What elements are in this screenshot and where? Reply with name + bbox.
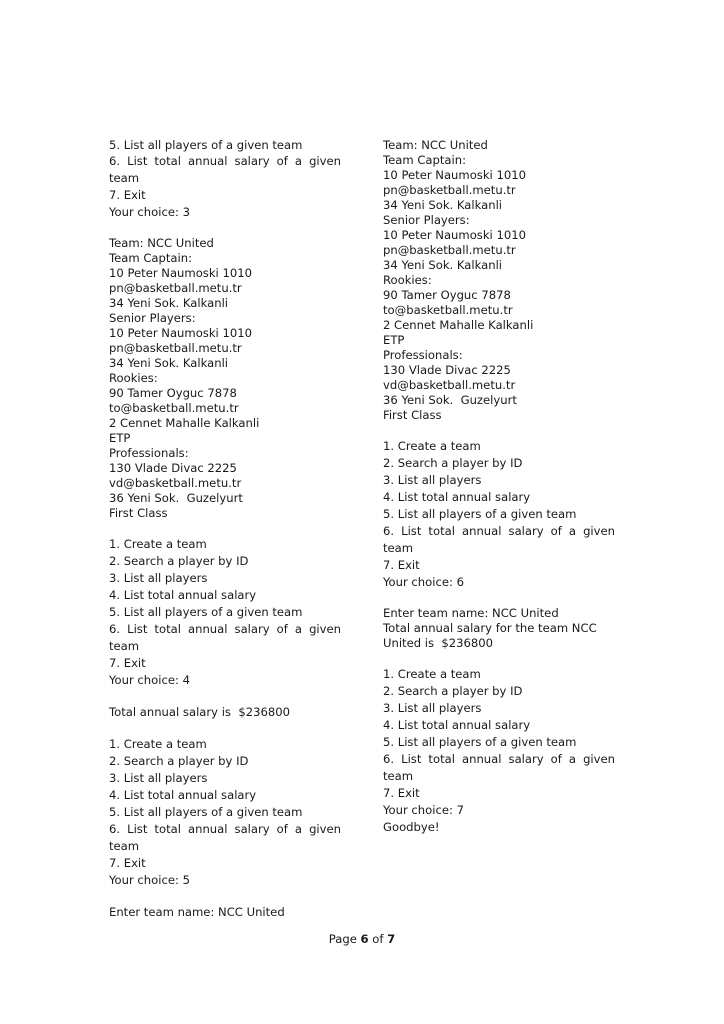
- menu-item: 3. List all players: [383, 701, 482, 715]
- senior-label: Senior Players:: [383, 213, 470, 227]
- menu-item: 5. List all players of a given team: [109, 605, 303, 619]
- player-line: vd@basketball.metu.tr: [383, 378, 516, 392]
- menu-item-cont: team: [109, 171, 140, 185]
- page-total: 7: [387, 932, 396, 946]
- menu-item: 3. List all players: [109, 771, 208, 785]
- menu-item: 5. List all players of a given team: [109, 138, 303, 152]
- team-salary-line: Total annual salary for the team NCC: [383, 621, 597, 635]
- menu-item: 4. List total annual salary: [109, 588, 257, 602]
- menu-item: 6. List total annual salary of a given: [109, 822, 341, 836]
- team-line: Team: NCC United: [383, 138, 488, 152]
- player-line: 10 Peter Naumoski 1010: [383, 228, 526, 242]
- player-line: to@basketball.metu.tr: [109, 401, 239, 415]
- total-salary-line: Total annual salary is $236800: [109, 705, 290, 719]
- player-line: 90 Tamer Oyguc 7878: [109, 386, 237, 400]
- menu-item: 3. List all players: [383, 473, 482, 487]
- player-line: to@basketball.metu.tr: [383, 303, 513, 317]
- player-line: 34 Yeni Sok. Kalkanli: [383, 258, 503, 272]
- menu-item: 4. List total annual salary: [109, 788, 257, 802]
- player-line: 130 Vlade Divac 2225: [383, 363, 511, 377]
- menu-item: 5. List all players of a given team: [383, 735, 577, 749]
- player-line: First Class: [109, 506, 168, 520]
- player-line: pn@basketball.metu.tr: [383, 183, 516, 197]
- player-line: pn@basketball.metu.tr: [383, 243, 516, 257]
- player-line: 34 Yeni Sok. Kalkanli: [109, 356, 229, 370]
- menu-item-cont: team: [383, 769, 414, 783]
- menu-item: 7. Exit: [109, 188, 146, 202]
- right-column: [383, 138, 615, 836]
- player-line: 10 Peter Naumoski 1010: [109, 266, 252, 280]
- menu-item: 4. List total annual salary: [383, 718, 531, 732]
- player-line: 2 Cennet Mahalle Kalkanli: [109, 416, 260, 430]
- menu-item: 2. Search a player by ID: [109, 754, 249, 768]
- menu-item: 1. Create a team: [109, 737, 207, 751]
- menu-block: [109, 536, 341, 689]
- menu-item: 1. Create a team: [109, 537, 207, 551]
- menu-item: 6. List total annual salary of a given: [109, 622, 341, 636]
- captain-label: Team Captain:: [383, 153, 467, 167]
- choice-line: Your choice: 5: [109, 873, 190, 887]
- team-line: Team: NCC United: [109, 236, 214, 250]
- player-line: 10 Peter Naumoski 1010: [109, 326, 252, 340]
- rookies-label: Rookies:: [383, 273, 432, 287]
- player-line: 130 Vlade Divac 2225: [109, 461, 237, 475]
- menu-block: [383, 438, 615, 591]
- menu-item: 1. Create a team: [383, 439, 481, 453]
- player-line: First Class: [383, 408, 442, 422]
- page-current: 6: [360, 932, 369, 946]
- menu-item-cont: team: [109, 839, 140, 853]
- player-line: pn@basketball.metu.tr: [109, 341, 242, 355]
- menu-item: 7. Exit: [109, 656, 146, 670]
- menu-item: 6. List total annual salary of a given: [109, 154, 341, 168]
- professionals-label: Professionals:: [109, 446, 189, 460]
- player-line: 36 Yeni Sok. Guzelyurt: [109, 491, 243, 505]
- menu-item: 2. Search a player by ID: [383, 456, 523, 470]
- choice-line: Your choice: 3: [109, 205, 190, 219]
- enter-team-line: Enter team name: NCC United: [109, 905, 285, 919]
- senior-label: Senior Players:: [109, 311, 196, 325]
- menu-item-cont: team: [109, 639, 140, 653]
- menu-item: 6. List total annual salary of a given: [383, 524, 615, 538]
- menu-item: 2. Search a player by ID: [109, 554, 249, 568]
- rookies-label: Rookies:: [109, 371, 158, 385]
- menu-item: 5. List all players of a given team: [109, 805, 303, 819]
- menu-item: 7. Exit: [109, 856, 146, 870]
- choice-line: Your choice: 7: [383, 803, 464, 817]
- goodbye-line: Goodbye!: [383, 820, 440, 834]
- choice-line: Your choice: 6: [383, 575, 464, 589]
- player-line: 90 Tamer Oyguc 7878: [383, 288, 511, 302]
- menu-item: 4. List total annual salary: [383, 490, 531, 504]
- choice-line: Your choice: 4: [109, 673, 190, 687]
- enter-team-line: Enter team name: NCC United: [383, 606, 559, 620]
- menu-item: 7. Exit: [383, 786, 420, 800]
- menu-item: 5. List all players of a given team: [383, 507, 577, 521]
- player-line: ETP: [109, 431, 131, 445]
- menu-item: 7. Exit: [383, 558, 420, 572]
- player-line: 34 Yeni Sok. Kalkanli: [383, 198, 503, 212]
- player-line: 36 Yeni Sok. Guzelyurt: [383, 393, 517, 407]
- player-line: 2 Cennet Mahalle Kalkanli: [383, 318, 534, 332]
- player-line: 10 Peter Naumoski 1010: [383, 168, 526, 182]
- menu-item: 6. List total annual salary of a given: [383, 752, 615, 766]
- page-prefix: Page: [328, 932, 361, 946]
- player-line: vd@basketball.metu.tr: [109, 476, 242, 490]
- menu-item: 2. Search a player by ID: [383, 684, 523, 698]
- captain-label: Team Captain:: [109, 251, 193, 265]
- player-line: ETP: [383, 333, 405, 347]
- team-block: [383, 138, 615, 423]
- page-sep: of: [368, 932, 388, 946]
- menu-item-cont: team: [383, 541, 414, 555]
- player-line: pn@basketball.metu.tr: [109, 281, 242, 295]
- page-footer: [0, 932, 724, 946]
- menu-item: 1. Create a team: [383, 667, 481, 681]
- menu-item: 3. List all players: [109, 571, 208, 585]
- team-block: [109, 236, 341, 521]
- menu-block: [383, 666, 615, 819]
- left-column: [109, 138, 341, 921]
- team-salary-line: United is $236800: [383, 636, 494, 650]
- professionals-label: Professionals:: [383, 348, 463, 362]
- player-line: 34 Yeni Sok. Kalkanli: [109, 296, 229, 310]
- menu-block: [109, 736, 341, 889]
